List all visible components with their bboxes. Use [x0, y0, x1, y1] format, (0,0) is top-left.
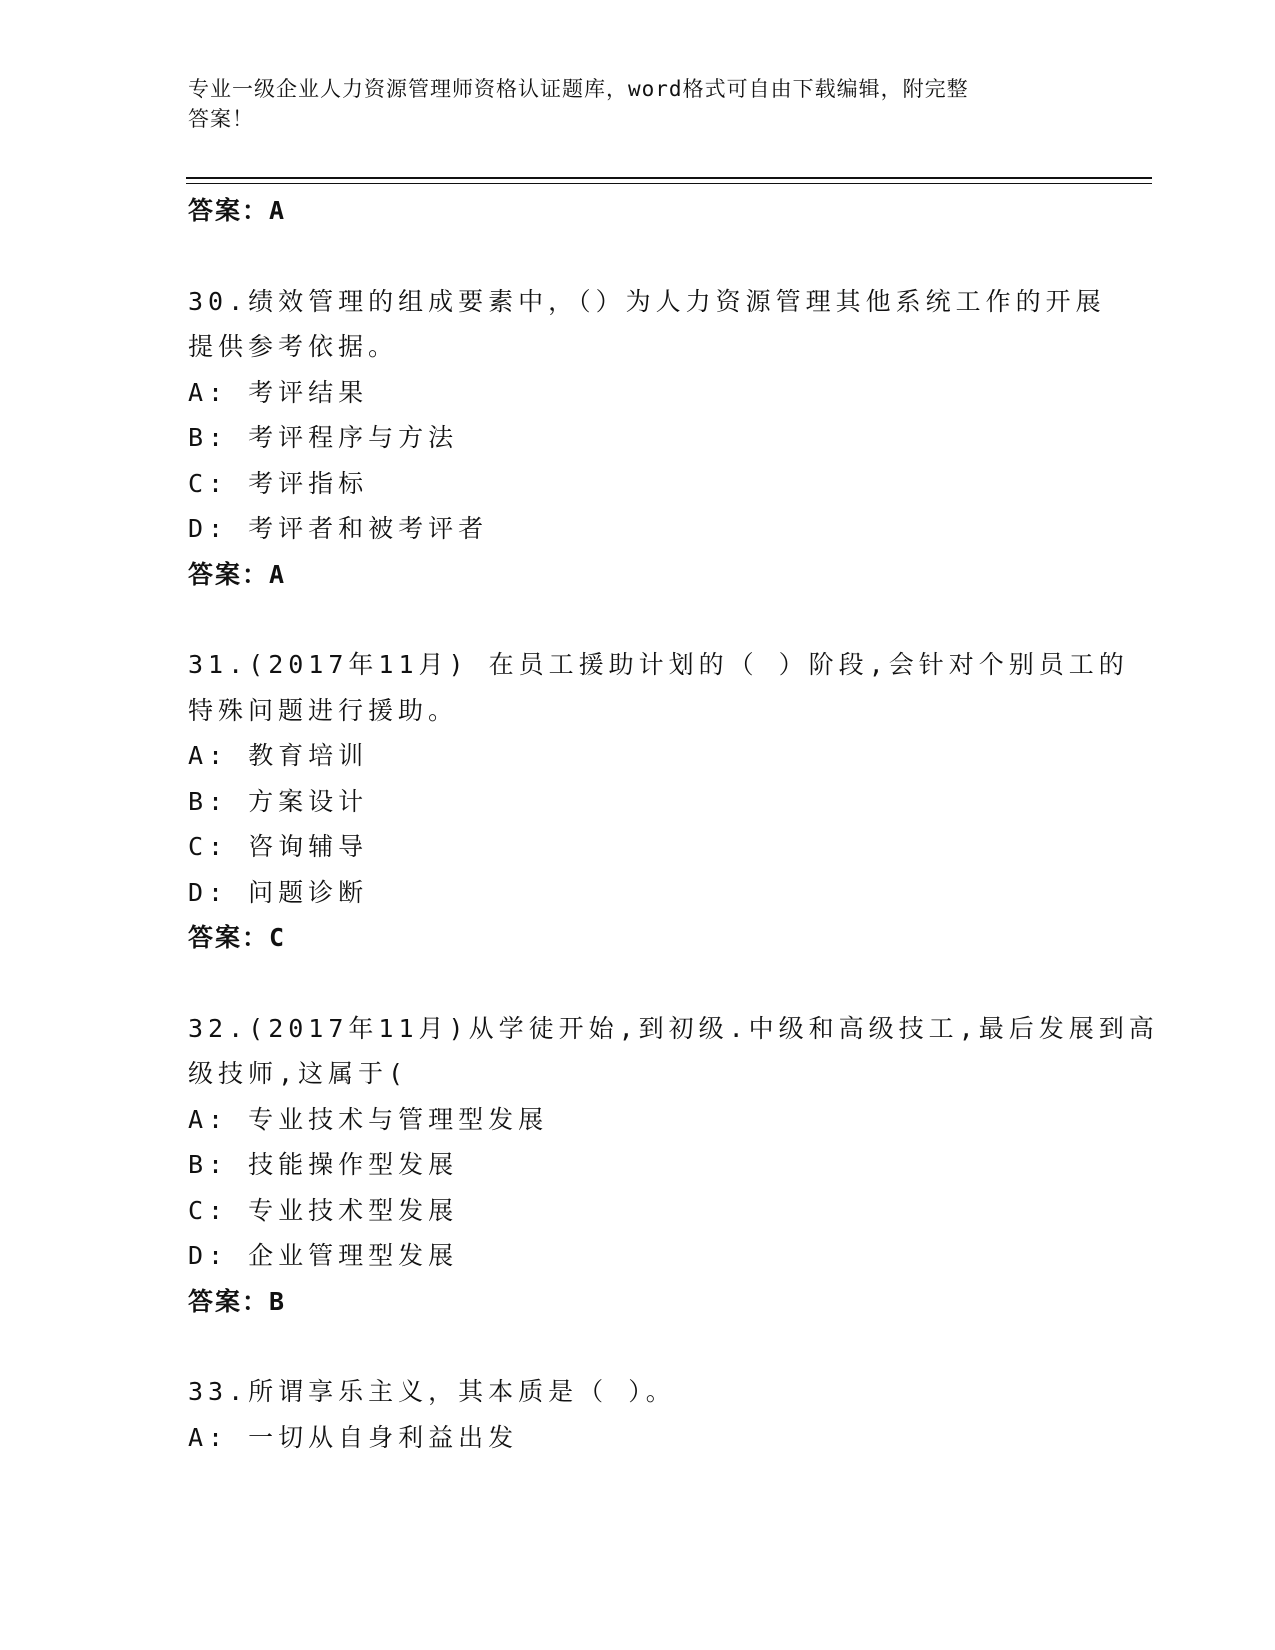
question-stem: 特殊问题进行援助。: [188, 695, 459, 725]
answer-line: 答案：B: [188, 1286, 287, 1316]
question-32: [188, 1006, 1159, 1325]
option-b: B: 技能操作型发展: [188, 1150, 459, 1179]
option-c: C: 专业技术型发展: [188, 1195, 459, 1225]
option-d: D: 企业管理型发展: [188, 1241, 459, 1270]
question-stem: 级技师,这属于(: [188, 1059, 409, 1088]
option-a: A: 教育培训: [188, 741, 369, 770]
option-a: A: 一切从自身利益出发: [188, 1422, 519, 1452]
question-30: [188, 279, 1106, 598]
header-line-2: 答案！: [188, 107, 254, 131]
question-stem: 31.(2017年11月) 在员工援助计划的（ ）阶段,会针对个别员工的: [188, 650, 1129, 679]
document-header: [188, 74, 1068, 134]
option-c: C: 咨询辅导: [188, 832, 369, 861]
answer-line: 答案：A: [188, 196, 287, 225]
option-d: D: 考评者和被考评者: [188, 514, 489, 543]
header-rule-thick: [186, 177, 1152, 179]
question-list: [188, 188, 1159, 1460]
option-b: B: 方案设计: [188, 786, 369, 816]
question-31: [188, 642, 1129, 961]
question-stem: 提供参考依据。: [188, 332, 399, 361]
option-a: A: 专业技术与管理型发展: [188, 1104, 549, 1134]
question-33: [188, 1369, 1088, 1460]
question-stem: 30.绩效管理的组成要素中，（）为人力资源管理其他系统工作的开展: [188, 286, 1106, 316]
option-b: B: 考评程序与方法: [188, 423, 459, 452]
header-rule-thin: [186, 183, 1152, 184]
header-line-1: 专业一级企业人力资源管理师资格认证题库，word格式可自由下载编辑，附完整: [188, 77, 969, 101]
question-stem: 32.(2017年11月)从学徒开始,到初级.中级和高级技工,最后发展到高: [188, 1013, 1159, 1043]
option-d: D: 问题诊断: [188, 877, 369, 907]
option-c: C: 考评指标: [188, 468, 369, 498]
option-a: A: 考评结果: [188, 377, 369, 407]
question-stem: 33.所谓享乐主义，其本质是（ ）。: [188, 1377, 676, 1406]
answer-line: 答案：C: [188, 923, 287, 952]
answer-line: 答案：A: [188, 559, 287, 589]
